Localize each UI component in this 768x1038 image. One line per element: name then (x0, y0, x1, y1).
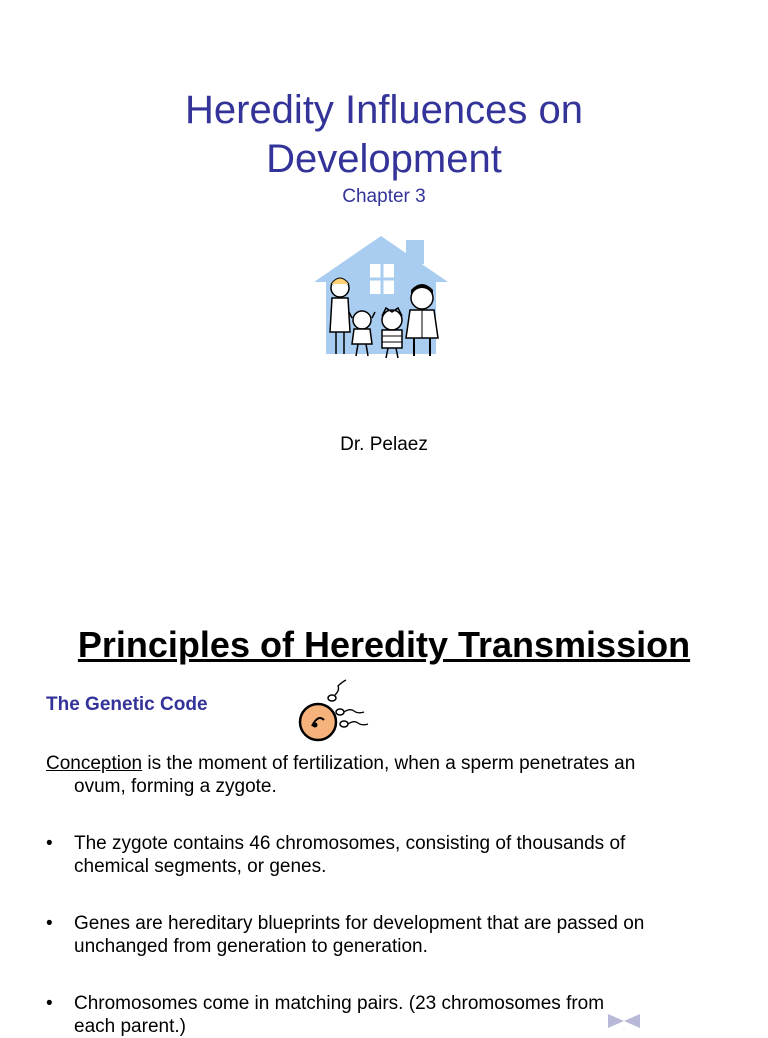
conception-definition (46, 752, 726, 798)
sperm-egg-icon (294, 678, 374, 748)
bullet-marker: • (46, 993, 53, 1014)
bullet-text-line-1: Chromosomes come in matching pairs. (23 chromosomes from (74, 993, 605, 1014)
bullet-item (46, 832, 736, 878)
bullet-marker: • (46, 833, 53, 854)
slide-title-line-1: Heredity Influences on (184, 88, 583, 132)
content-slide (0, 576, 768, 1037)
author-name: Dr. Pelaez (340, 434, 428, 455)
bowtie-decoration-icon (608, 1014, 640, 1028)
definition-text-line-1: is the moment of fertilization, when a sperm penetrates an (142, 753, 636, 774)
slide-title (0, 86, 768, 184)
bullet-text-line-1: The zygote contains 46 chromosomes, consisting of thousands of (74, 833, 626, 854)
family-house-icon (306, 232, 456, 364)
bullet-text-line-1: Genes are hereditary blueprints for development that are passed on (74, 913, 645, 934)
bullet-text-line-2: chemical segments, or genes. (74, 856, 327, 877)
bullet-text-line-2: unchanged from generation to generation. (74, 936, 428, 957)
bullet-item (46, 912, 736, 958)
section-heading: The Genetic Code (46, 694, 208, 715)
bullet-text-line-2: each parent.) (74, 1016, 186, 1037)
definition-term: Conception (46, 753, 143, 774)
slide-title-line-2: Development (266, 137, 502, 181)
bullet-marker: • (46, 913, 53, 934)
slide-title: Principles of Heredity Transmission (77, 624, 691, 665)
slide-subtitle: Chapter 3 (342, 186, 426, 207)
definition-text-line-2: ovum, forming a zygote. (74, 776, 277, 797)
